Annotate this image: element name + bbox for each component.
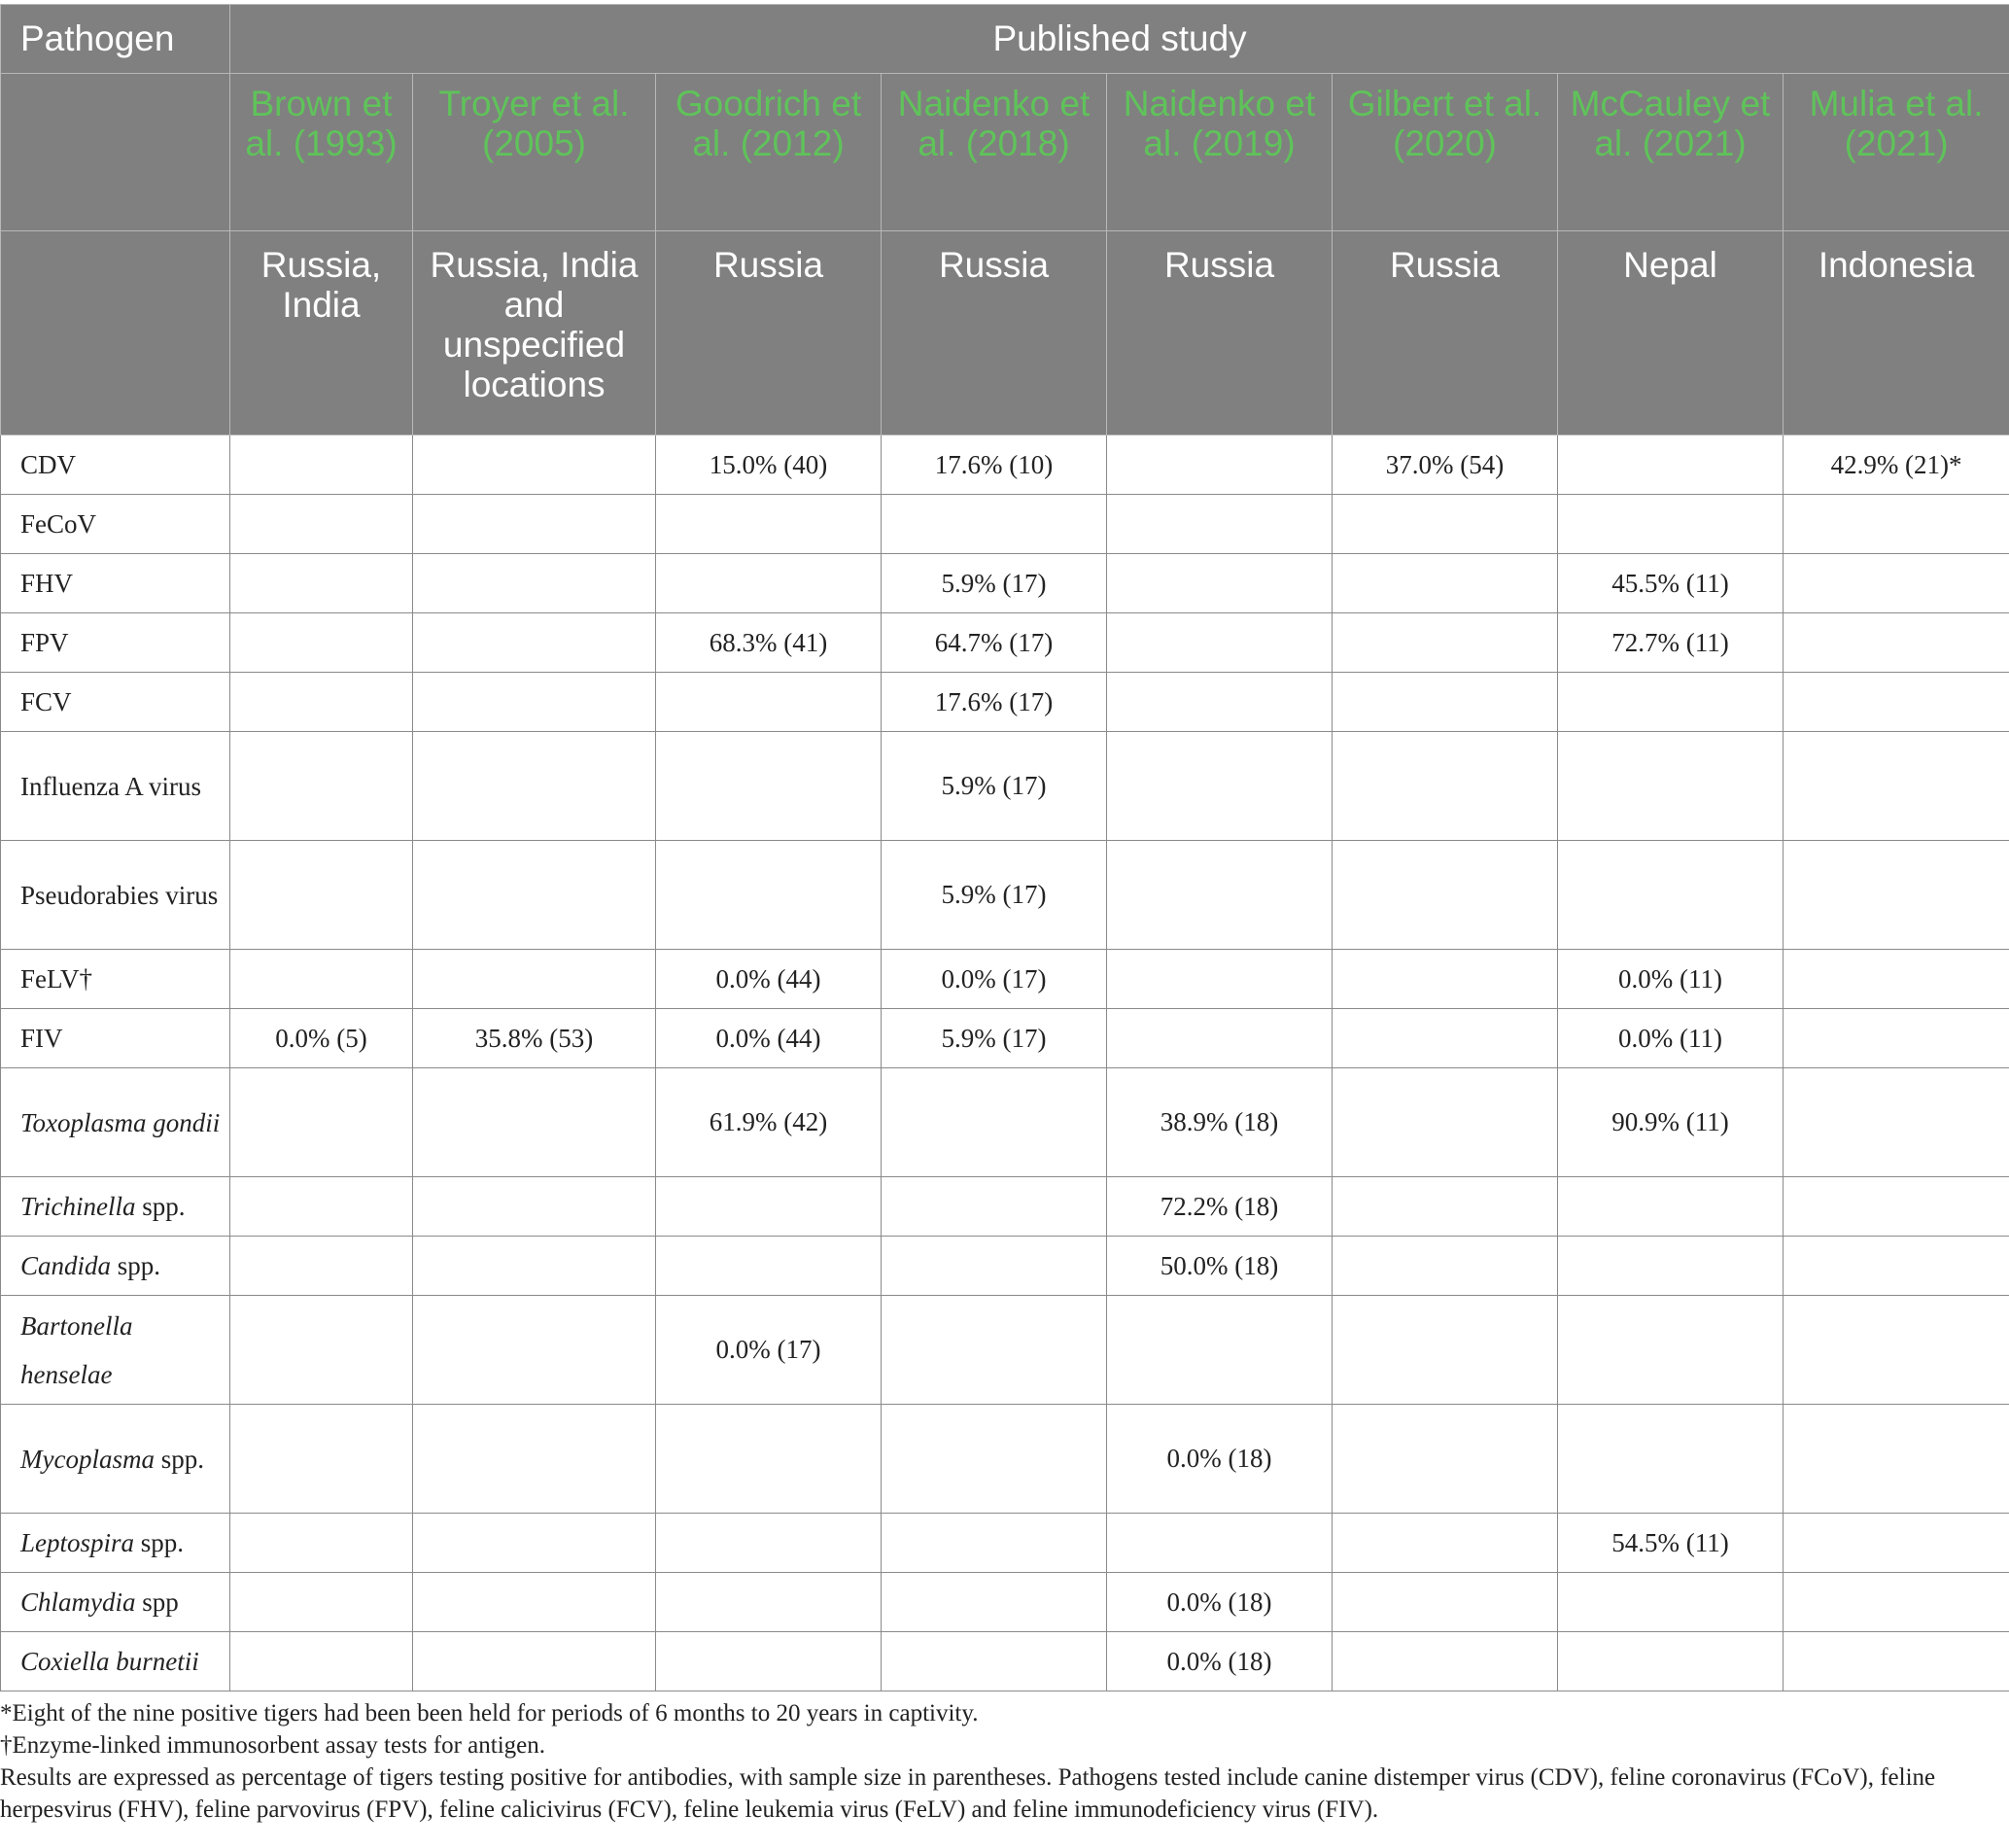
pathogen-name	[1, 554, 230, 613]
pathogen-name-text: FeCoV	[20, 509, 97, 539]
result-cell: 0.0% (17)	[656, 1296, 882, 1405]
result-cell: 72.7% (11)	[1558, 613, 1784, 673]
result-cell	[1784, 1177, 2009, 1237]
result-cell: 54.5% (11)	[1558, 1514, 1784, 1573]
table-row	[1, 950, 2009, 1009]
result-cell	[882, 1068, 1107, 1177]
result-cell	[413, 613, 656, 673]
table-row	[1, 1177, 2009, 1237]
result-cell	[1333, 1237, 1558, 1296]
result-cell: 0.0% (18)	[1107, 1632, 1333, 1691]
result-cell	[1558, 1177, 1784, 1237]
result-cell	[1784, 1405, 2009, 1514]
result-cell: 5.9% (17)	[882, 1009, 1107, 1068]
result-cell	[1784, 673, 2009, 732]
result-cell	[1784, 950, 2009, 1009]
result-cell	[1107, 495, 1333, 554]
result-cell	[1107, 673, 1333, 732]
result-cell	[230, 1068, 413, 1177]
pathogen-name-text: Leptospira	[20, 1528, 135, 1557]
pathogen-name-text: FIV	[20, 1024, 63, 1053]
result-cell: 17.6% (10)	[882, 436, 1107, 495]
table-row	[1, 841, 2009, 950]
result-cell	[413, 1068, 656, 1177]
result-cell	[1333, 1068, 1558, 1177]
result-cell	[1333, 1009, 1558, 1068]
result-cell	[230, 436, 413, 495]
pathogen-name	[1, 1237, 230, 1296]
result-cell: 38.9% (18)	[1107, 1068, 1333, 1177]
result-cell: 45.5% (11)	[1558, 554, 1784, 613]
table-row	[1, 1514, 2009, 1573]
header-blank-cell	[1, 231, 230, 436]
result-cell	[656, 673, 882, 732]
header-row-main	[1, 5, 2009, 74]
result-cell	[1107, 436, 1333, 495]
pathogen-name-text: CDV	[20, 450, 77, 479]
result-cell	[413, 554, 656, 613]
result-cell: 0.0% (18)	[1107, 1405, 1333, 1514]
table-row	[1, 1009, 2009, 1068]
result-cell: 72.2% (18)	[1107, 1177, 1333, 1237]
result-cell: 50.0% (18)	[1107, 1237, 1333, 1296]
result-cell	[230, 1573, 413, 1632]
table-row	[1, 1632, 2009, 1691]
table-row	[1, 1237, 2009, 1296]
result-cell	[413, 1237, 656, 1296]
result-cell	[656, 1573, 882, 1632]
result-cell	[1333, 1573, 1558, 1632]
result-cell	[882, 1573, 1107, 1632]
study-citation-link[interactable]: Mulia et al. (2021)	[1784, 74, 2009, 231]
result-cell	[1333, 495, 1558, 554]
pathogen-name-suffix: spp.	[154, 1444, 204, 1474]
result-cell	[1784, 613, 2009, 673]
result-cell	[413, 841, 656, 950]
study-citation-link[interactable]: Gilbert et al. (2020)	[1333, 74, 1558, 231]
result-cell	[1333, 1177, 1558, 1237]
result-cell	[1333, 554, 1558, 613]
pathogen-name-suffix: spp.	[135, 1192, 186, 1221]
result-cell	[1784, 841, 2009, 950]
result-cell	[413, 950, 656, 1009]
pathogen-name	[1, 732, 230, 841]
pathogen-name-text: Chlamydia	[20, 1587, 136, 1617]
result-cell	[882, 495, 1107, 554]
result-cell	[1558, 1237, 1784, 1296]
result-cell	[230, 495, 413, 554]
pathogen-name	[1, 613, 230, 673]
result-cell	[1784, 495, 2009, 554]
result-cell	[1558, 1296, 1784, 1405]
result-cell	[1333, 1296, 1558, 1405]
result-cell	[230, 554, 413, 613]
result-cell	[1107, 841, 1333, 950]
result-cell	[656, 1237, 882, 1296]
pathogen-name	[1, 673, 230, 732]
result-cell: 68.3% (41)	[656, 613, 882, 673]
pathogen-name	[1, 1068, 230, 1177]
pathogen-name-text: Mycoplasma	[20, 1444, 155, 1474]
result-cell	[413, 732, 656, 841]
header-row-locations	[1, 231, 2009, 436]
result-cell	[230, 1237, 413, 1296]
study-citation-link[interactable]: Brown et al. (1993)	[230, 74, 413, 231]
result-cell	[1558, 732, 1784, 841]
result-cell	[1558, 1573, 1784, 1632]
result-cell	[413, 1405, 656, 1514]
result-cell: 5.9% (17)	[882, 554, 1107, 613]
result-cell: 0.0% (17)	[882, 950, 1107, 1009]
result-cell: 5.9% (17)	[882, 732, 1107, 841]
pathogen-name-text: Coxiella burnetii	[20, 1647, 199, 1676]
table-row	[1, 554, 2009, 613]
table-row	[1, 1296, 2009, 1405]
result-cell	[413, 495, 656, 554]
result-cell	[1784, 1514, 2009, 1573]
result-cell: 0.0% (18)	[1107, 1573, 1333, 1632]
pathogen-name	[1, 841, 230, 950]
result-cell	[656, 554, 882, 613]
result-cell	[1558, 436, 1784, 495]
result-cell: 35.8% (53)	[413, 1009, 656, 1068]
result-cell	[1784, 1009, 2009, 1068]
result-cell	[1784, 1068, 2009, 1177]
result-cell	[1784, 554, 2009, 613]
study-location: Russia	[656, 231, 882, 436]
study-location: Russia	[1107, 231, 1333, 436]
footnote-results: Results are expressed as percentage of tigers testing positive for antibodies, with sample size in parentheses. Pathogens tested include canine distemper virus (CDV), feline coronavirus (FCoV), feline herpesvirus (FHV), feline parvovirus (FPV), feline calicivirus (FCV), feline leukemia virus (FeLV) and feline immunodeficiency virus (FIV).	[0, 1764, 1936, 1823]
table-row	[1, 495, 2009, 554]
result-cell: 37.0% (54)	[1333, 436, 1558, 495]
study-location: Indonesia	[1784, 231, 2009, 436]
table-row	[1, 673, 2009, 732]
result-cell	[1333, 613, 1558, 673]
pathogen-name-suffix: spp.	[111, 1251, 161, 1280]
result-cell	[1107, 732, 1333, 841]
study-location: Russia, India and unspecified locations	[413, 231, 656, 436]
study-citation-link[interactable]: Troyer et al. (2005)	[413, 74, 656, 231]
result-cell	[882, 1514, 1107, 1573]
result-cell	[413, 436, 656, 495]
result-cell	[230, 613, 413, 673]
result-cell: 42.9% (21)*	[1784, 436, 2009, 495]
result-cell	[882, 1296, 1107, 1405]
pathogen-name	[1, 436, 230, 495]
result-cell	[413, 1177, 656, 1237]
result-cell	[1107, 1009, 1333, 1068]
result-cell	[1558, 1405, 1784, 1514]
study-citation-link[interactable]: Goodrich et al. (2012)	[656, 74, 882, 231]
study-location: Russia	[1333, 231, 1558, 436]
footnote-dagger: †Enzyme-linked immunosorbent assay tests for antigen.	[0, 1732, 545, 1759]
result-cell	[413, 1573, 656, 1632]
pathogen-name	[1, 1296, 230, 1405]
pathogen-name-text: Pseudorabies virus	[20, 880, 219, 910]
result-cell	[656, 732, 882, 841]
pathogen-name-text: Bartonella henselae	[20, 1310, 133, 1389]
result-cell	[656, 1514, 882, 1573]
pathogen-name	[1, 1009, 230, 1068]
result-cell	[1558, 673, 1784, 732]
table-container	[0, 4, 2009, 1691]
table-row	[1, 1573, 2009, 1632]
result-cell	[1107, 950, 1333, 1009]
table-row	[1, 436, 2009, 495]
result-cell	[1558, 841, 1784, 950]
published-study-header: Published study	[230, 5, 2009, 74]
pathogen-name-text: Toxoplasma gondii	[20, 1107, 221, 1137]
pathogen-name	[1, 1177, 230, 1237]
result-cell	[1107, 554, 1333, 613]
result-cell	[1784, 1573, 2009, 1632]
result-cell	[1333, 1514, 1558, 1573]
result-cell	[1333, 1632, 1558, 1691]
result-cell	[1107, 1296, 1333, 1405]
result-cell: 0.0% (5)	[230, 1009, 413, 1068]
footnote-asterisk: *Eight of the nine positive tigers had been been held for periods of 6 months to 20 years in captivity.	[0, 1700, 979, 1726]
pathogen-name	[1, 1514, 230, 1573]
result-cell	[1784, 1632, 2009, 1691]
result-cell	[230, 1405, 413, 1514]
result-cell	[230, 1296, 413, 1405]
result-cell	[1107, 613, 1333, 673]
result-cell	[1558, 495, 1784, 554]
table-row	[1, 613, 2009, 673]
result-cell	[413, 673, 656, 732]
result-cell: 17.6% (17)	[882, 673, 1107, 732]
result-cell: 0.0% (11)	[1558, 1009, 1784, 1068]
study-citation-link[interactable]: McCauley et al. (2021)	[1558, 74, 1784, 231]
pathogen-name	[1, 1405, 230, 1514]
study-citation-link[interactable]: Naidenko et al. (2018)	[882, 74, 1107, 231]
pathogen-name-text: FCV	[20, 687, 72, 716]
result-cell	[230, 841, 413, 950]
result-cell	[1333, 841, 1558, 950]
header-row-citations	[1, 74, 2009, 231]
pathogen-name	[1, 1573, 230, 1632]
table-footnotes	[0, 1697, 2002, 1826]
pathogen-name	[1, 1632, 230, 1691]
result-cell	[882, 1237, 1107, 1296]
result-cell	[413, 1296, 656, 1405]
result-cell	[882, 1405, 1107, 1514]
table-row	[1, 732, 2009, 841]
result-cell: 0.0% (44)	[656, 1009, 882, 1068]
result-cell: 15.0% (40)	[656, 436, 882, 495]
pathogen-name-text: Trichinella	[20, 1192, 136, 1221]
pathogen-name-text: FeLV†	[20, 964, 93, 994]
pathogen-name-suffix: spp.	[134, 1528, 185, 1557]
result-cell	[882, 1177, 1107, 1237]
result-cell: 5.9% (17)	[882, 841, 1107, 950]
result-cell	[656, 841, 882, 950]
result-cell	[656, 1405, 882, 1514]
pathogen-column-header: Pathogen	[1, 5, 230, 74]
study-location: Russia, India	[230, 231, 413, 436]
table-body	[1, 436, 2009, 1691]
result-cell: 90.9% (11)	[1558, 1068, 1784, 1177]
pathogen-name	[1, 495, 230, 554]
result-cell	[1784, 1237, 2009, 1296]
study-citation-link[interactable]: Naidenko et al. (2019)	[1107, 74, 1333, 231]
result-cell: 64.7% (17)	[882, 613, 1107, 673]
table-row	[1, 1405, 2009, 1514]
pathogen-name-suffix: spp	[135, 1587, 179, 1617]
result-cell	[1784, 732, 2009, 841]
result-cell	[230, 950, 413, 1009]
result-cell	[1107, 1514, 1333, 1573]
pathogen-name	[1, 950, 230, 1009]
result-cell	[413, 1632, 656, 1691]
result-cell	[230, 1177, 413, 1237]
table-header	[1, 5, 2009, 436]
pathogen-name-text: Candida	[20, 1251, 112, 1280]
result-cell: 0.0% (44)	[656, 950, 882, 1009]
table-row	[1, 1068, 2009, 1177]
pathogen-name-text: Influenza A virus	[20, 771, 201, 801]
result-cell: 0.0% (11)	[1558, 950, 1784, 1009]
result-cell	[882, 1632, 1107, 1691]
result-cell	[230, 673, 413, 732]
result-cell	[1333, 732, 1558, 841]
study-location: Russia	[882, 231, 1107, 436]
result-cell	[656, 1632, 882, 1691]
result-cell	[1333, 673, 1558, 732]
result-cell	[230, 1514, 413, 1573]
study-location: Nepal	[1558, 231, 1784, 436]
result-cell	[230, 1632, 413, 1691]
result-cell: 61.9% (42)	[656, 1068, 882, 1177]
result-cell	[1784, 1296, 2009, 1405]
result-cell	[1333, 950, 1558, 1009]
result-cell	[656, 495, 882, 554]
result-cell	[1333, 1405, 1558, 1514]
pathogen-name-text: FPV	[20, 628, 69, 657]
seroprevalence-table	[0, 4, 2009, 1691]
result-cell	[413, 1514, 656, 1573]
result-cell	[230, 732, 413, 841]
header-blank-cell	[1, 74, 230, 231]
result-cell	[656, 1177, 882, 1237]
result-cell	[1558, 1632, 1784, 1691]
pathogen-name-text: FHV	[20, 569, 74, 598]
